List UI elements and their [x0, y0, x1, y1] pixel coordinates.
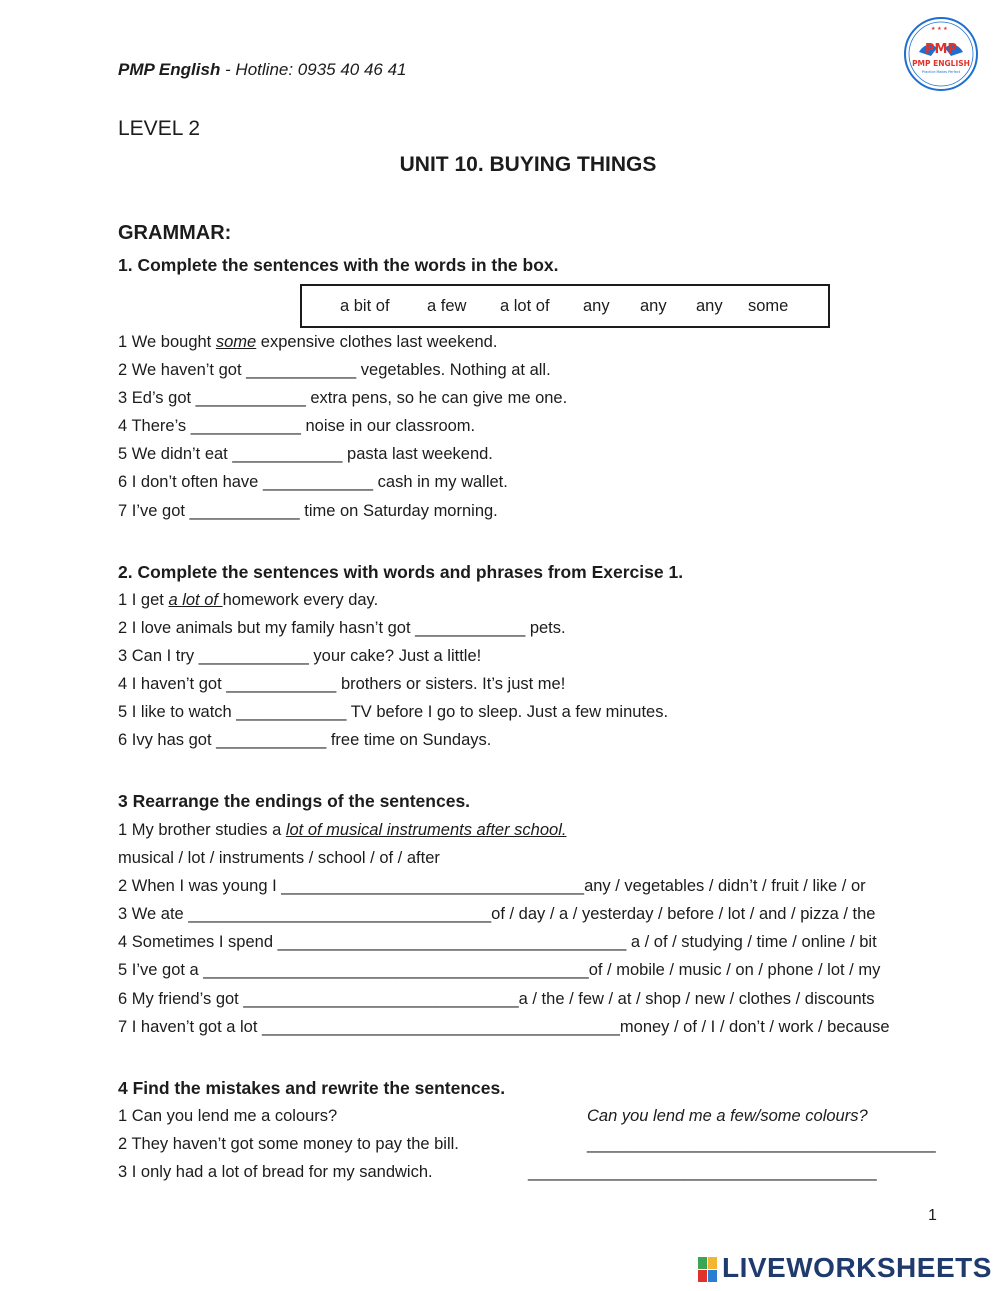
pmp-english-logo: [903, 16, 979, 92]
box-word: a bit of: [340, 297, 390, 315]
example-text: 1 I get: [118, 591, 169, 609]
unit-title: UNIT 10. BUYING THINGS: [399, 153, 657, 176]
hotline-line: [118, 60, 407, 80]
ex4-sentence: 3 I only had a lot of bread for my sandwich.: [118, 1163, 433, 1181]
level-label: LEVEL 2: [118, 117, 201, 140]
example-text: 1 My brother studies a: [118, 821, 286, 839]
box-word: any: [640, 297, 667, 315]
ex4-sentence: 1 Can you lend me a colours?: [118, 1107, 338, 1125]
example-answer: lot of musical instruments after school.: [285, 821, 567, 839]
ex3-item[interactable]: 4 Sometimes I spend ______________________________________ a / of / studying / time / online / bit: [118, 933, 877, 951]
ex3-item[interactable]: 2 When I was young I _________________________________any / vegetables / didn’t / fruit / like / or: [118, 877, 866, 895]
ex2-item[interactable]: 4 I haven’t got ____________ brothers or sisters. It’s just me!: [118, 675, 566, 693]
box-word: any: [696, 297, 723, 315]
ex4-answer-blank[interactable]: ______________________________________: [587, 1135, 936, 1153]
box-word: any: [583, 297, 610, 315]
ex3-item[interactable]: 7 I haven’t got a lot _______________________________________money / of / I / don’t / work / because: [118, 1018, 890, 1036]
ex1-item[interactable]: 5 We didn’t eat ____________ pasta last weekend.: [118, 445, 493, 463]
ex3-item[interactable]: 3 We ate _________________________________of / day / a / yesterday / before / lot / and / pizza / the: [118, 905, 876, 923]
hotline-number: - Hotline: 0935 40 46 41: [220, 60, 407, 79]
svg-text:★ ★ ★: ★ ★ ★: [931, 26, 948, 32]
ex1-item[interactable]: 6 I don’t often have ____________ cash in my wallet.: [118, 473, 508, 491]
page-number: 1: [928, 1207, 937, 1224]
grammar-label: GRAMMAR:: [118, 222, 232, 244]
ex1-item[interactable]: 3 Ed’s got ____________ extra pens, so he can give me one.: [118, 389, 568, 407]
example-text: homework every day.: [222, 591, 379, 609]
ex4-sentence: 2 They haven’t got some money to pay the bill.: [118, 1135, 459, 1153]
logo-tagline: Practice Makes Perfect: [921, 70, 961, 74]
ex3-example: [118, 821, 566, 840]
ex4-heading: 4 Find the mistakes and rewrite the sentences.: [118, 1078, 506, 1098]
word-box: [300, 284, 830, 328]
ex3-item[interactable]: 6 My friend’s got ______________________________a / the / few / at / shop / new / clothes / discounts: [118, 990, 875, 1008]
example-answer: some: [215, 333, 257, 351]
ex1-example: [118, 333, 497, 352]
ex1-item[interactable]: 2 We haven’t got ____________ vegetables. Nothing at all.: [118, 361, 551, 379]
ex2-item[interactable]: 2 I love animals but my family hasn’t got ____________ pets.: [118, 619, 566, 637]
ex1-heading: 1. Complete the sentences with the words in the box.: [118, 255, 559, 275]
box-word: some: [748, 297, 789, 315]
logo-text: PMP ENGLISH: [912, 59, 970, 68]
example-answer: a lot of: [168, 591, 223, 609]
ex2-example: [118, 591, 378, 610]
example-text: expensive clothes last weekend.: [256, 333, 498, 351]
ex4-example-answer: Can you lend me a few/some colours?: [587, 1107, 868, 1125]
brand-name: PMP English: [118, 60, 221, 79]
ex1-item[interactable]: 4 There’s ____________ noise in our classroom.: [118, 417, 476, 435]
logo-monogram: PMP: [925, 42, 957, 57]
example-text: 1 We bought: [118, 333, 216, 351]
ex2-item[interactable]: 6 Ivy has got ____________ free time on Sundays.: [118, 731, 492, 749]
ex3-heading: 3 Rearrange the endings of the sentences.: [118, 791, 471, 811]
ex3-example-words: musical / lot / instruments / school / of / after: [118, 849, 440, 867]
box-word: a few: [427, 297, 467, 315]
ex3-item[interactable]: 5 I’ve got a __________________________________________of / mobile / music / on / phone / lot / my: [118, 961, 881, 979]
ex2-item[interactable]: 5 I like to watch ____________ TV before I go to sleep. Just a few minutes.: [118, 703, 669, 721]
ex4-answer-blank[interactable]: ______________________________________: [528, 1163, 877, 1181]
ex1-item[interactable]: 7 I’ve got ____________ time on Saturday morning.: [118, 502, 498, 520]
box-word: a lot of: [500, 297, 550, 315]
ex2-heading: 2. Complete the sentences with words and phrases from Exercise 1.: [118, 562, 684, 582]
ex2-item[interactable]: 3 Can I try ____________ your cake? Just a little!: [118, 647, 482, 665]
liveworksheets-wordmark: LIVEWORKSHEETS: [722, 1252, 992, 1283]
